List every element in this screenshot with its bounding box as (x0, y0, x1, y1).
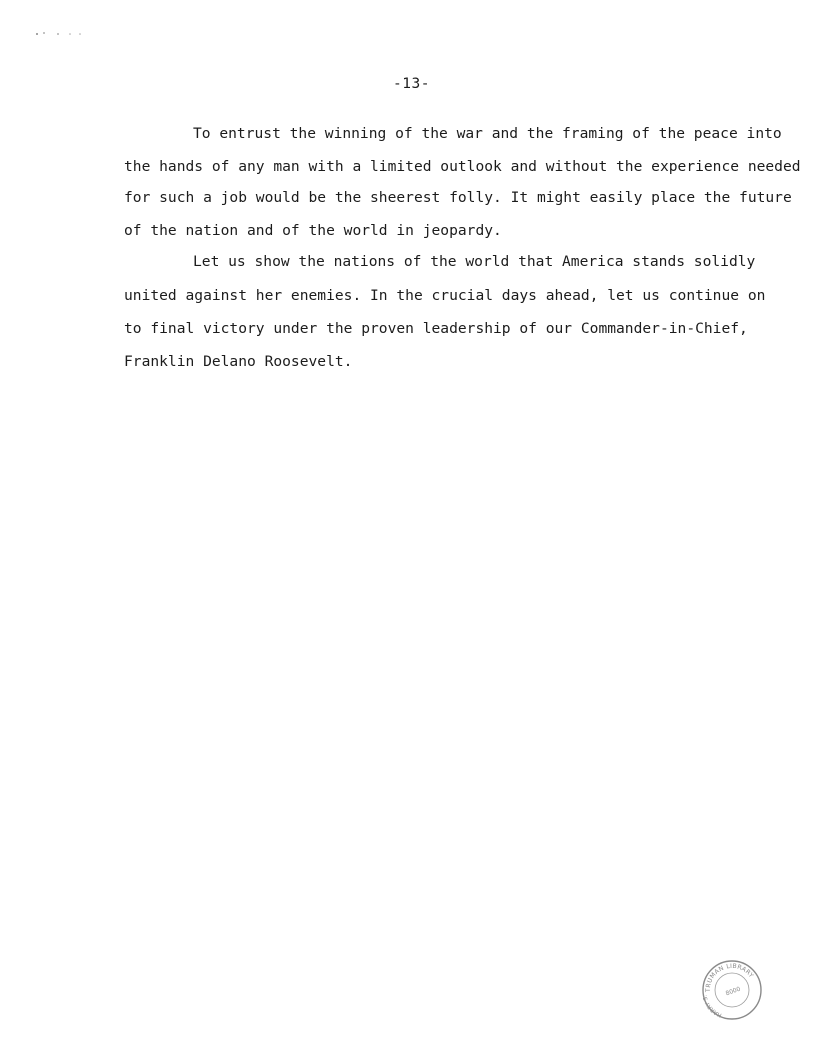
paragraph-2-line-3: to final victory under the proven leadership of our Commander-in-Chief, (124, 320, 748, 337)
stamp-center-text: 8000 (724, 985, 742, 998)
stamp-left-text: HARRY S. (702, 994, 723, 1018)
page-number: -13- (393, 76, 430, 92)
paragraph-2-line-1: Let us show the nations of the world that America stands solidly (193, 253, 756, 270)
paragraph-2-line-4: Franklin Delano Roosevelt. (124, 353, 353, 370)
paragraph-1-line-2: the hands of any man with a limited outlook and without the experience needed (124, 158, 801, 175)
paragraph-1-line-3: for such a job would be the sheerest folly. It might easily place the future (124, 189, 792, 206)
paragraph-1-line-1: To entrust the winning of the war and the framing of the peace into (193, 125, 782, 142)
stamp-top-text: TRUMAN LIBRARY (704, 962, 755, 993)
margin-marks (34, 28, 94, 40)
paragraph-1-line-4: of the nation and of the world in jeopardy. (124, 222, 502, 239)
truman-library-stamp (700, 958, 764, 1022)
svg-text:HARRY S. (702, 994, 722, 1018)
paragraph-2-line-2: united against her enemies. In the crucial days ahead, let us continue on (124, 287, 766, 304)
